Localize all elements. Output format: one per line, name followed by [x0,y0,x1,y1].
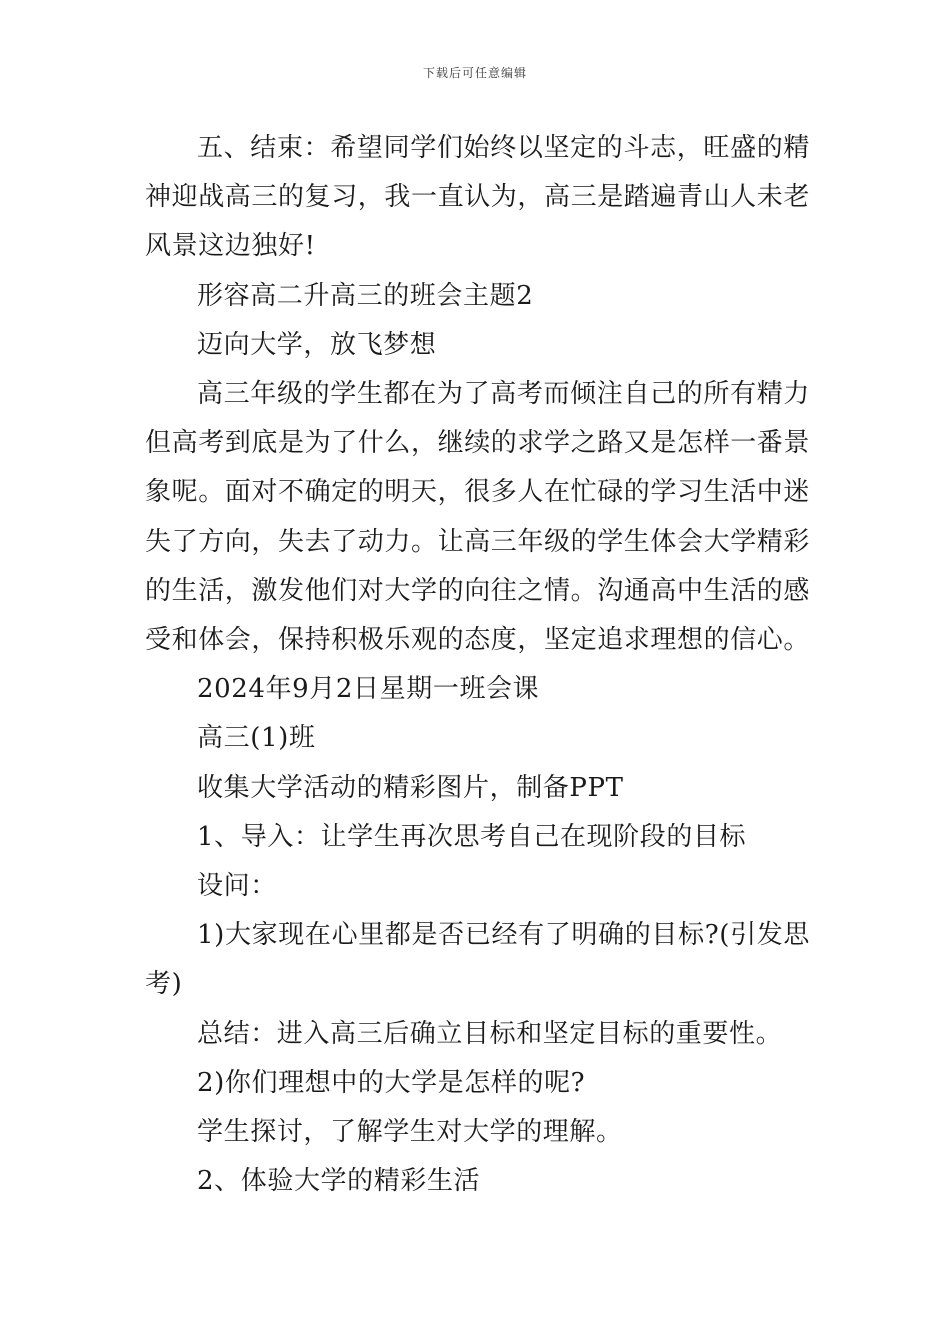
question-2: 2)你们理想中的大学是怎样的呢? [197,1067,586,1098]
preparation: 收集大学活动的精彩图片，制备PPT [197,772,624,803]
step-1-intro: 1、导入：让学生再次思考自己在现阶段的目标 [197,821,747,852]
page-header-note: 下载后可任意编辑 [422,66,527,80]
class-date: 2024年9月2日星期一班会课 [197,674,540,705]
step-2-experience: 2、体验大学的精彩生活 [197,1166,481,1197]
student-discussion: 学生探讨，了解学生对大学的理解。 [197,1117,623,1148]
section-heading: 形容高二升高三的班会主题2 [197,280,534,311]
paragraph-background: 高三年级的学生都在为了高考而倾注自己的所有精力但高考到底是为了什么，继续的求学之路又是怎样一番景象呢。面对不确定的明天，很多人在忙碌的学习生活中迷失了方向，失去了动力。让高三年级的学生体会大学精彩的生活，激发他们对大学的向往之情。沟通高中生活的感受和体会，保持积极乐观的态度，坚定追求理想的信心。 [145,379,811,656]
class-name: 高三(1)班 [197,723,316,754]
theme-title: 迈向大学，放飞梦想 [197,329,437,360]
paragraph-conclusion: 五、结束：希望同学们始终以坚定的斗志，旺盛的精神迎战高三的复习，我一直认为，高三是踏遍青山人未老风景这边独好! [145,133,811,262]
question-1: 1)大家现在心里都是否已经有了明确的目标?(引发思考) [145,920,810,1000]
document-body [145,124,810,1206]
question-label: 设问： [197,871,277,902]
summary: 总结：进入高三后确立目标和坚定目标的重要性。 [197,1018,783,1049]
